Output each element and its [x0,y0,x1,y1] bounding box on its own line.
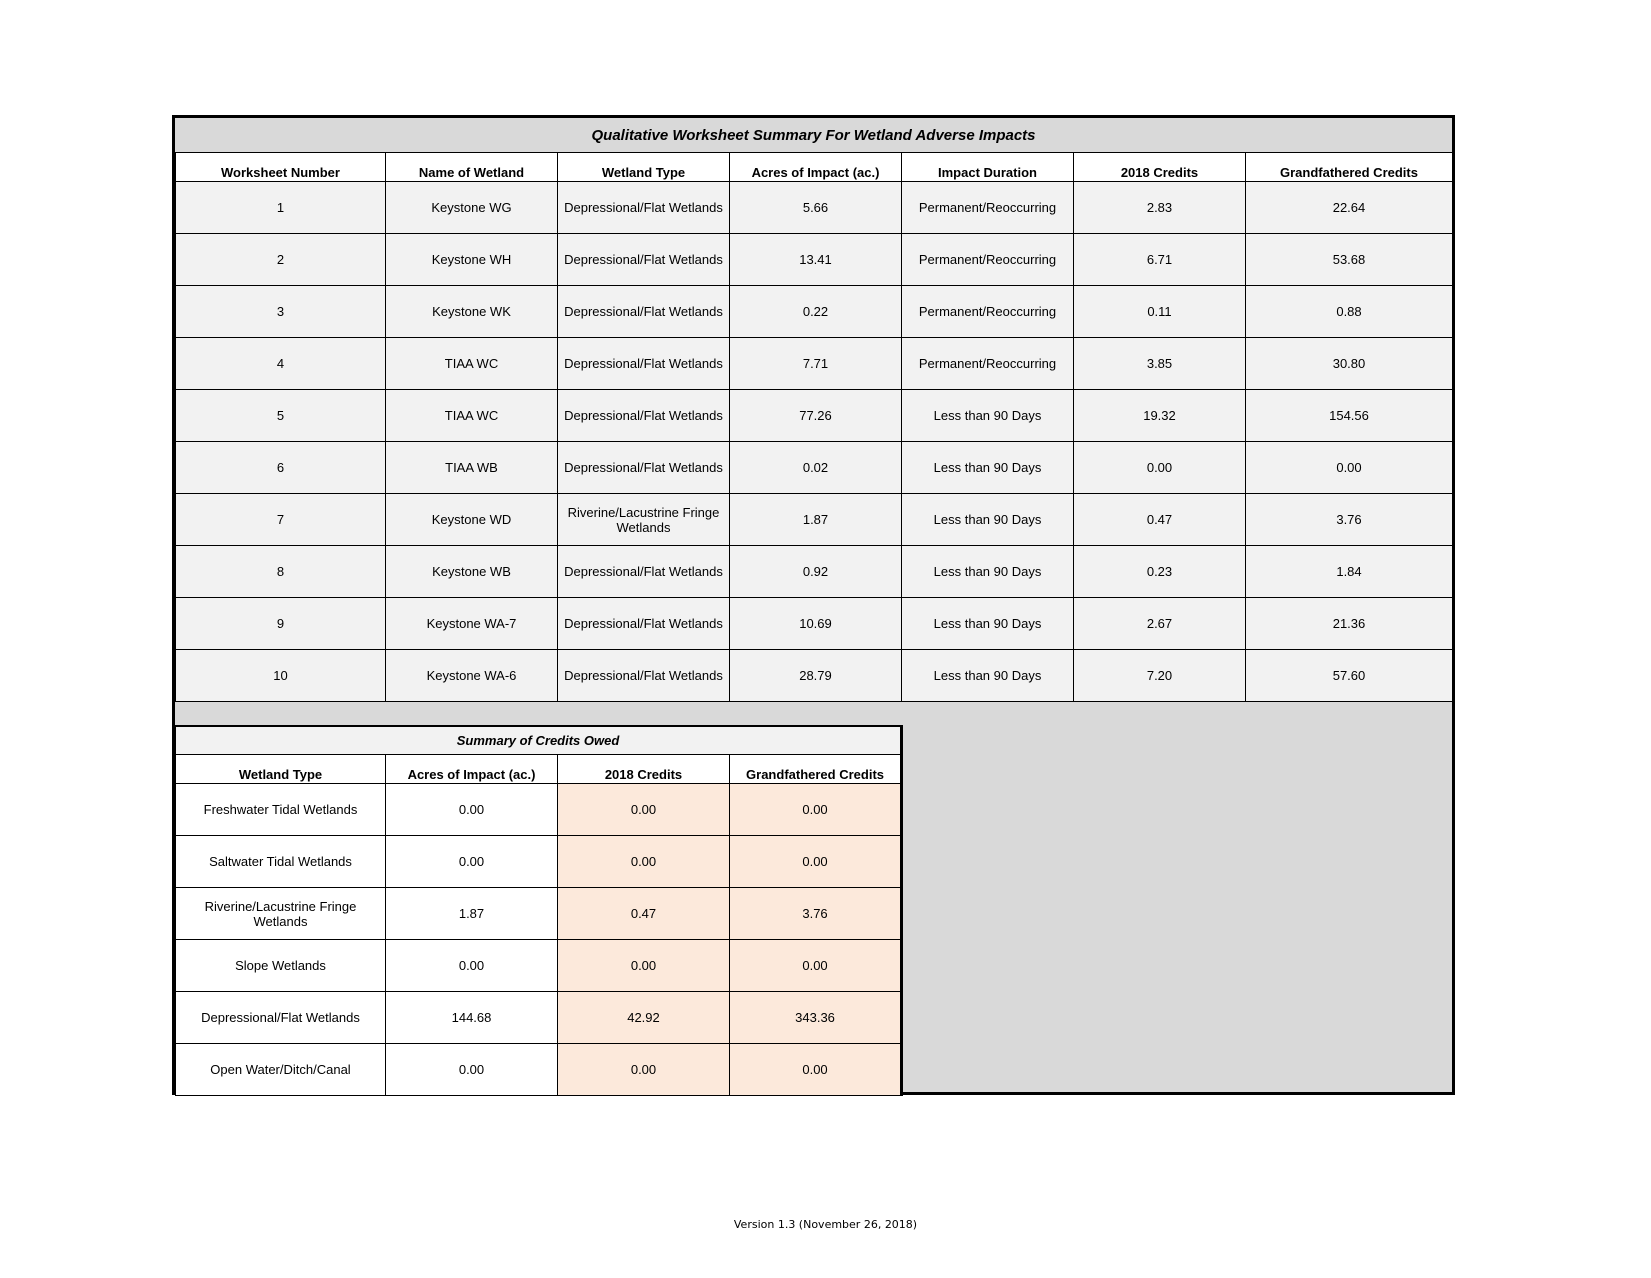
table-cell: Depressional/Flat Wetlands [558,442,730,494]
worksheet-body [176,182,1453,702]
table-cell: 0.02 [730,442,902,494]
table-cell: 0.11 [1074,286,1246,338]
sheet-title: Qualitative Worksheet Summary For Wetland Adverse Impacts [175,118,1452,154]
table-cell: 0.47 [1074,494,1246,546]
column-header: Grandfathered Credits [730,755,902,784]
table-cell: Depressional/Flat Wetlands [558,546,730,598]
table-row [176,784,902,836]
table-cell: Depressional/Flat Wetlands [558,650,730,702]
table-cell: TIAA WC [386,338,558,390]
summary-title-row [176,726,902,755]
table-cell: 343.36 [730,992,902,1044]
table-cell: Depressional/Flat Wetlands [176,992,386,1044]
table-cell: 6 [176,442,386,494]
table-row [176,286,1453,338]
worksheet-summary-sheet [172,115,1455,1095]
table-cell: 0.88 [1246,286,1453,338]
table-cell: Depressional/Flat Wetlands [558,390,730,442]
table-cell: 7.71 [730,338,902,390]
table-cell: 30.80 [1246,338,1453,390]
table-cell: 3 [176,286,386,338]
table-cell: 5.66 [730,182,902,234]
table-row [176,390,1453,442]
worksheet-table [175,152,1453,702]
table-cell: Keystone WA-6 [386,650,558,702]
table-cell: 0.00 [1246,442,1453,494]
column-header: Wetland Type [558,153,730,182]
table-cell: 0.23 [1074,546,1246,598]
table-cell: 28.79 [730,650,902,702]
table-cell: 2.83 [1074,182,1246,234]
table-cell: 57.60 [1246,650,1453,702]
summary-title: Summary of Credits Owed [176,726,902,755]
table-cell: 1.87 [730,494,902,546]
table-cell: Permanent/Reoccurring [902,286,1074,338]
table-cell: 42.92 [558,992,730,1044]
table-cell: Keystone WA-7 [386,598,558,650]
table-cell: 22.64 [1246,182,1453,234]
column-header: Impact Duration [902,153,1074,182]
table-cell: 1.87 [386,888,558,940]
table-row [176,442,1453,494]
table-cell: Depressional/Flat Wetlands [558,234,730,286]
table-cell: 0.00 [558,940,730,992]
table-row [176,888,902,940]
table-cell: Keystone WH [386,234,558,286]
table-cell: 0.00 [730,1044,902,1096]
table-row [176,338,1453,390]
summary-credits-table [175,725,903,1096]
table-cell: Open Water/Ditch/Canal [176,1044,386,1096]
column-header: Acres of Impact (ac.) [730,153,902,182]
table-row [176,598,1453,650]
table-cell: Permanent/Reoccurring [902,234,1074,286]
worksheet-header-row [176,153,1453,182]
table-cell: 154.56 [1246,390,1453,442]
table-cell: 0.92 [730,546,902,598]
table-cell: Riverine/Lacustrine Fringe Wetlands [176,888,386,940]
table-row [176,650,1453,702]
table-cell: Permanent/Reoccurring [902,338,1074,390]
table-cell: Keystone WG [386,182,558,234]
table-cell: 0.00 [386,1044,558,1096]
table-cell: 0.00 [730,836,902,888]
table-row [176,182,1453,234]
table-row [176,992,902,1044]
column-header: 2018 Credits [558,755,730,784]
table-cell: Permanent/Reoccurring [902,182,1074,234]
table-cell: 10 [176,650,386,702]
table-cell: Depressional/Flat Wetlands [558,286,730,338]
table-cell: 77.26 [730,390,902,442]
table-cell: TIAA WB [386,442,558,494]
table-row [176,546,1453,598]
column-header: Grandfathered Credits [1246,153,1453,182]
table-cell: Saltwater Tidal Wetlands [176,836,386,888]
table-cell: 0.00 [386,836,558,888]
table-cell: 19.32 [1074,390,1246,442]
table-cell: 7.20 [1074,650,1246,702]
table-cell: Less than 90 Days [902,390,1074,442]
table-cell: 0.22 [730,286,902,338]
column-header: Name of Wetland [386,153,558,182]
table-cell: 13.41 [730,234,902,286]
table-row [176,836,902,888]
table-cell: Less than 90 Days [902,598,1074,650]
column-header: Acres of Impact (ac.) [386,755,558,784]
table-cell: 3.85 [1074,338,1246,390]
table-cell: 21.36 [1246,598,1453,650]
table-cell: 0.00 [730,784,902,836]
table-cell: Less than 90 Days [902,650,1074,702]
table-cell: TIAA WC [386,390,558,442]
table-cell: 0.00 [730,940,902,992]
table-cell: 8 [176,546,386,598]
table-row [176,234,1453,286]
table-cell: 9 [176,598,386,650]
table-cell: Keystone WK [386,286,558,338]
column-header: 2018 Credits [1074,153,1246,182]
table-cell: 3.76 [730,888,902,940]
table-cell: Riverine/Lacustrine Fringe Wetlands [558,494,730,546]
table-cell: Slope Wetlands [176,940,386,992]
version-footer: Version 1.3 (November 26, 2018) [733,1218,918,1231]
summary-body [176,784,902,1096]
table-cell: 144.68 [386,992,558,1044]
table-cell: 1 [176,182,386,234]
table-cell: 0.00 [558,784,730,836]
table-cell: Depressional/Flat Wetlands [558,598,730,650]
table-cell: 0.00 [558,836,730,888]
column-header: Worksheet Number [176,153,386,182]
summary-header-row [176,755,902,784]
table-cell: 2.67 [1074,598,1246,650]
table-cell: Less than 90 Days [902,442,1074,494]
table-cell: Keystone WB [386,546,558,598]
table-cell: 53.68 [1246,234,1453,286]
table-cell: 5 [176,390,386,442]
table-cell: 3.76 [1246,494,1453,546]
table-row [176,494,1453,546]
table-cell: Less than 90 Days [902,494,1074,546]
table-cell: 6.71 [1074,234,1246,286]
table-cell: Depressional/Flat Wetlands [558,182,730,234]
table-cell: 0.00 [558,1044,730,1096]
table-cell: 0.00 [1074,442,1246,494]
column-header: Wetland Type [176,755,386,784]
table-row [176,1044,902,1096]
table-cell: Freshwater Tidal Wetlands [176,784,386,836]
table-cell: 7 [176,494,386,546]
table-cell: 0.00 [386,940,558,992]
table-cell: 10.69 [730,598,902,650]
table-cell: 4 [176,338,386,390]
table-cell: Depressional/Flat Wetlands [558,338,730,390]
table-cell: 0.00 [386,784,558,836]
table-cell: 2 [176,234,386,286]
table-cell: Keystone WD [386,494,558,546]
table-cell: 1.84 [1246,546,1453,598]
table-row [176,940,902,992]
table-cell: Less than 90 Days [902,546,1074,598]
table-cell: 0.47 [558,888,730,940]
